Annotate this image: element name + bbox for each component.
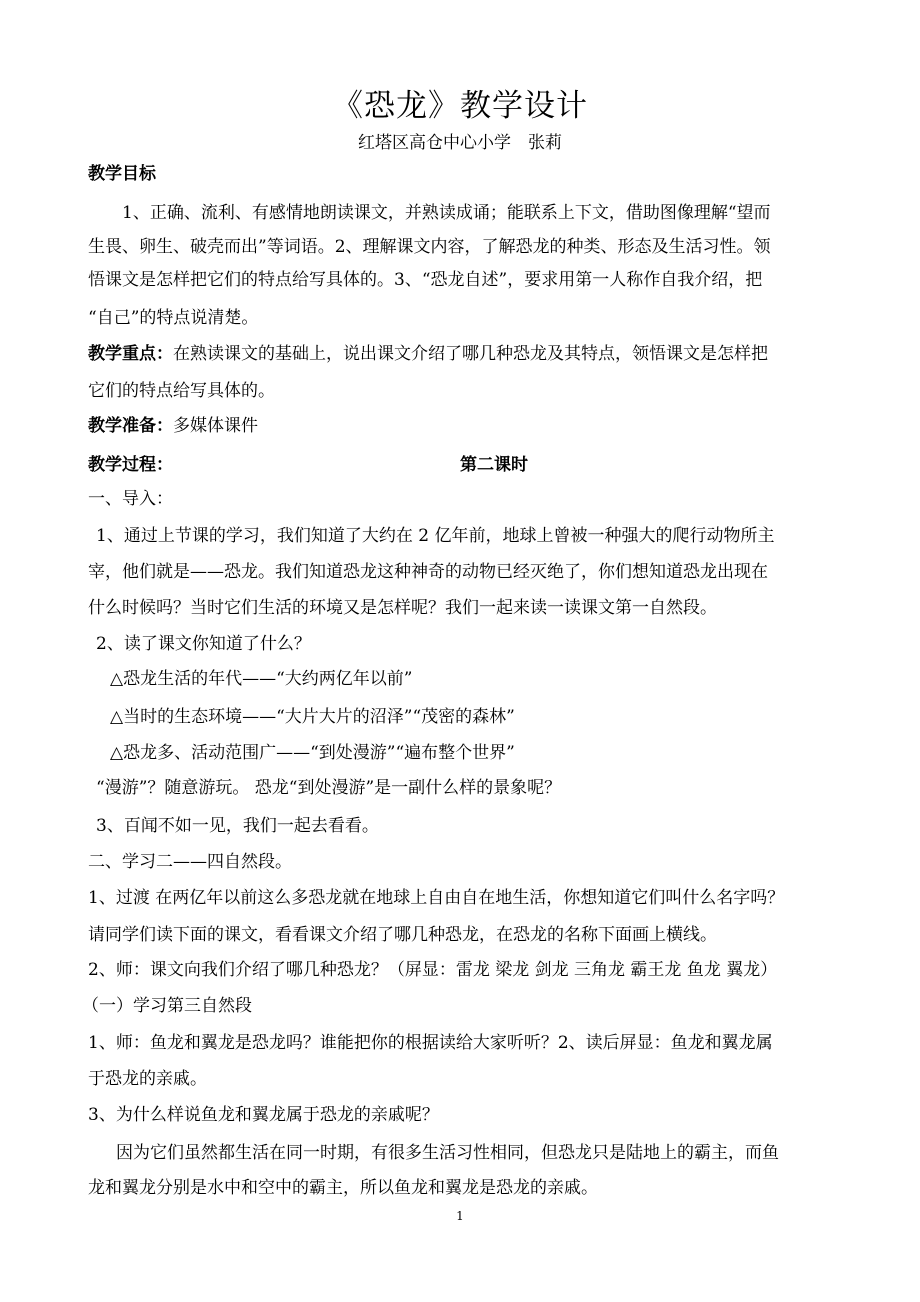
body-line: 1、通过上节课的学习，我们知道了大约在 2 亿年前，地球上曾被一种强大的爬行动物所主 — [96, 526, 775, 546]
key-points-line — [88, 342, 848, 366]
prep-line — [88, 414, 848, 438]
document-title: 《恐龙》教学设计 — [332, 88, 588, 124]
body-line: （一）学习第三自然段 — [82, 996, 252, 1016]
objectives-line: 生畏、卵生、破壳而出”等词语。2、理解课文内容，了解恐龙的种类、形态及生活习性。领 — [88, 237, 771, 257]
body-line: 于恐龙的亲戚。 — [88, 1069, 207, 1089]
body-line: △当时的生态环境——“大片大片的沼泽”“茂密的森林” — [110, 707, 515, 727]
body-line: 1、过渡 在两亿年以前这么多恐龙就在地球上自由自在地生活，你想知道它们叫什么名字吗？ — [88, 888, 785, 908]
body-line: △恐龙生活的年代——“大约两亿年以前” — [110, 669, 413, 689]
body-line: “漫游”？随意游玩。 恐龙“到处漫游”是一副什么样的景象呢？ — [96, 778, 562, 798]
prep-label: 教学准备： — [88, 416, 173, 436]
page-number: 1 — [456, 1209, 464, 1223]
body-line: 2、读了课文你知道了什么？ — [96, 634, 311, 654]
objectives-line: 悟课文是怎样把它们的特点给写具体的。3、“恐龙自述”，要求用第一人称作自我介绍，把 — [88, 270, 763, 290]
body-line: 什么时候吗？当时它们生活的环境又是怎样呢？我们一起来读一读课文第一自然段。 — [88, 598, 717, 618]
body-line: 一、导入： — [88, 489, 173, 509]
body-line: 请同学们读下面的课文，看看课文介绍了哪几种恐龙，在恐龙的名称下面画上横线。 — [88, 925, 717, 945]
process-line — [88, 453, 848, 477]
key-points-text: 在熟读课文的基础上，说出课文介绍了哪几种恐龙及其特点，领悟课文是怎样把 — [173, 344, 768, 364]
objectives-heading: 教学目标 — [88, 164, 156, 184]
body-line: 宰，他们就是——恐龙。我们知道恐龙这种神奇的动物已经灭绝了，你们想知道恐龙出现在 — [88, 562, 768, 582]
body-line: 1、师：鱼龙和翼龙是恐龙吗？谁能把你的根据读给大家听听？2、读后屏显：鱼龙和翼龙属 — [88, 1033, 773, 1053]
prep-text: 多媒体课件 — [173, 416, 258, 436]
author-line: 红塔区高仓中心小学 张莉 — [358, 133, 562, 153]
body-line: 3、为什么样说鱼龙和翼龙属于恐龙的亲戚呢？ — [88, 1105, 439, 1125]
body-line: 2、师：课文向我们介绍了哪几种恐龙？（屏显：雷龙 梁龙 剑龙 三角龙 霸王龙 鱼龙 翼龙） — [88, 960, 778, 980]
body-line: △恐龙多、活动范围广——“到处漫游”“遍布整个世界” — [110, 743, 515, 763]
process-label: 教学过程： — [88, 455, 173, 475]
body-line: 因为它们虽然都生活在同一时期，有很多生活习性相同，但恐龙只是陆地上的霸主，而鱼 — [116, 1143, 779, 1163]
body-line: 龙和翼龙分别是水中和空中的霸主，所以鱼龙和翼龙是恐龙的亲戚。 — [88, 1178, 598, 1198]
body-line: 3、百闻不如一见，我们一起去看看。 — [96, 816, 379, 836]
lesson-label: 第二课时 — [460, 455, 528, 475]
body-line: 二、学习二——四自然段。 — [88, 852, 292, 872]
key-points-line-2: 它们的特点给写具体的。 — [88, 381, 275, 401]
objectives-line: “自己”的特点说清楚。 — [88, 308, 259, 328]
objectives-line: 1、正确、流利、有感情地朗读课文，并熟读成诵；能联系上下文，借助图像理解“望而 — [122, 203, 771, 223]
key-points-label: 教学重点： — [88, 344, 173, 364]
